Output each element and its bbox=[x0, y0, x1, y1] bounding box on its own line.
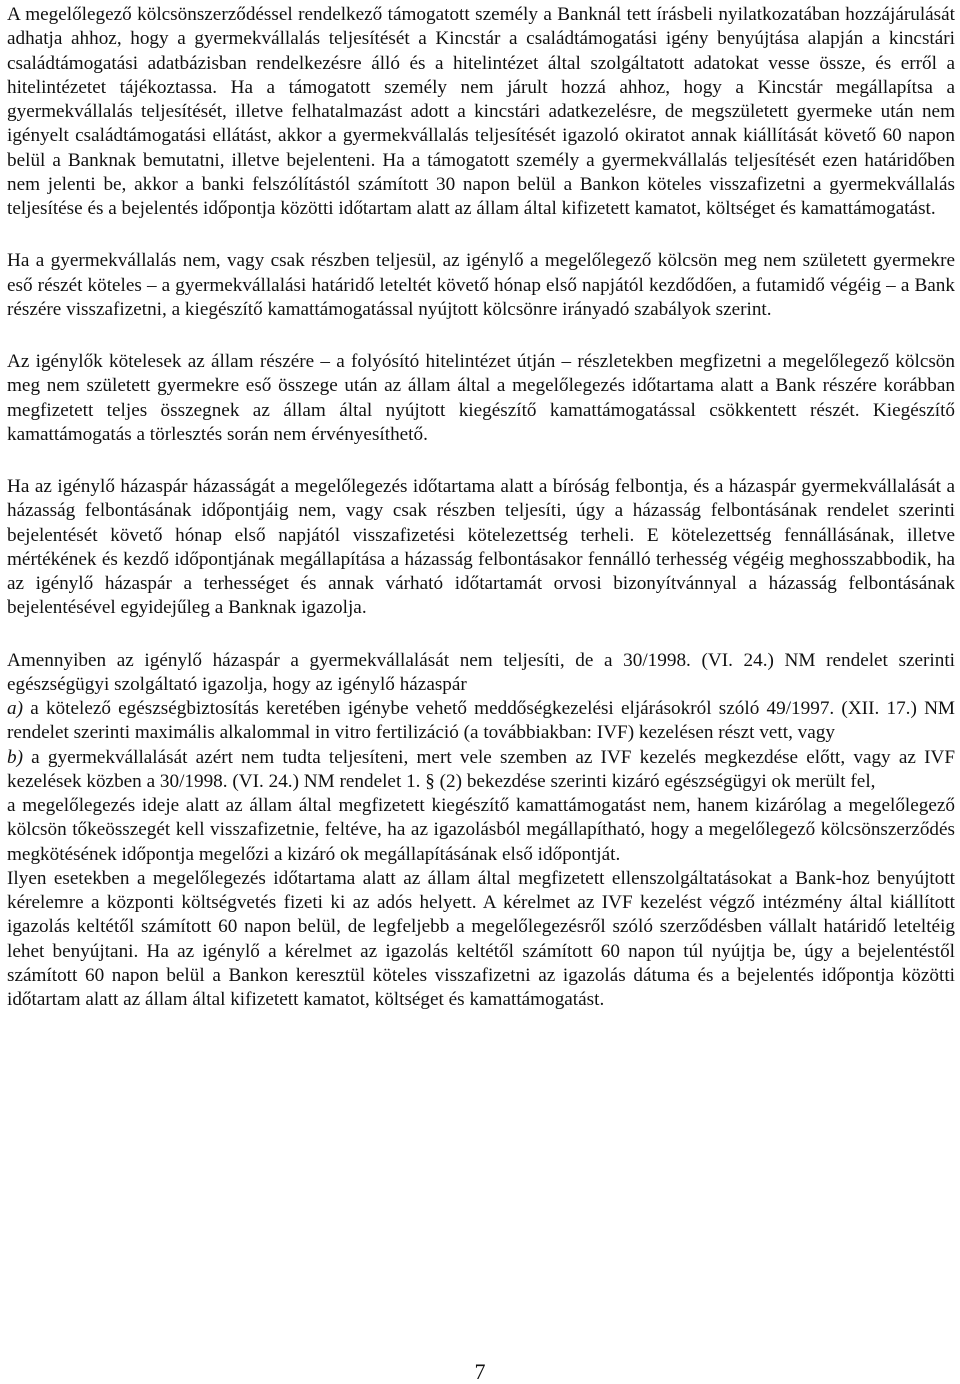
ivf-outro-text: a megelőlegezés ideje alatt az állam által megfizetett kiegészítő kamattámogatást nem, hanem kizárólag a megelőlegező kölcsön tőkeösszegét kell visszafizetnie, feltéve, ha az igazolásból megállapítható, hogy a megelőlegező kölcsönszerződés megkötésének időpontja megelőzi a kizáró ok megállapításának első időpontját. bbox=[7, 795, 955, 865]
paragraph-gap bbox=[7, 621, 955, 649]
document-page bbox=[7, 0, 955, 1012]
paragraph-repayment-obligation: Az igénylők kötelesek az állam részére – a folyósító hitelintézet útján – részletekben megfizetni a megelőlegező kölcsön meg nem született gyermekre eső összege után az állam által a megelőlegezés időtartama alatt a Bank részére korábban megfizetett teljes összegnek az állam által nyújtott kiegészítő kamattámogatással csökkentett részét. Kiegészítő kamattámogatás a törlesztés során nem érvényesíthető. bbox=[7, 351, 955, 445]
paragraph-divorce: Ha az igénylő házaspár házasságát a megelőlegezés időtartama alatt a bíróság felbontja, és a házaspár gyermekvállalását a házasság felbontásának időpontjáig nem, vagy csak részben teljesíti, úgy a házasság felbontásának rendelet szerinti bejelentését követő hónap első napjától visszafizetési kötelezettség terheli. E kötelezettség fennállásának, illetve mértékének és kezdő időpontjának megállapítása a házasság felbontásakor fennálló terhesség végéig meghosszabbodik, ha az igénylő házaspár a terhességet és annak várható időtartamát orvosi bizonyítvánnyal a házasság felbontásának bejelentésével egyidejűleg a Banknak igazolja. bbox=[7, 476, 955, 619]
list-item-b-text: a gyermekvállalását azért nem tudta teljesíteni, mert vele szemben az IVF kezelés megkezdése előtt, vagy az IVF kezelések közben a 30/1998. (VI. 24.) NM rendelet 1. § (2) bekezdése szerinti kizáró egészségügyi ok merült fel, bbox=[7, 746, 955, 792]
paragraph-gap bbox=[7, 322, 955, 350]
list-item-a-text: a kötelező egészségbiztosítás keretében igénybe vehető meddőségkezelési eljárásokról szóló 49/1997. (XII. 17.) NM rendelet szerinti maximális alkalommal in vitro fertilizáció (a továbbiakban: IVF) kezelésen részt vett, vagy bbox=[7, 698, 955, 744]
ivf-intro-text: Amennyiben az igénylő házaspár a gyermekvállalását nem teljesíti, de a 30/1998. (VI. 24.) NM rendelet szerinti egészségügyi szolgáltató igazolja, hogy az igénylő házaspár bbox=[7, 649, 955, 695]
paragraph-gap bbox=[7, 221, 955, 249]
paragraph-ivf-exception bbox=[7, 649, 955, 1013]
paragraph-partial-fulfillment: Ha a gyermekvállalás nem, vagy csak részben teljesül, az igénylő a megelőlegező kölcsön meg nem született gyermekre eső részét köteles – a gyermekvállalási határidő leteltét követő hónap első napjától kezdődően, a futamidő végéig – a Bank részére visszafizetni, a kiegészítő kamattámogatással nyújtott kölcsönre irányadó szabályok szerint. bbox=[7, 250, 955, 320]
paragraph-ivf-claims: Ilyen esetekben a megelőlegezés időtartama alatt az állam által megfizetett ellenszolgáltatásokat a Bank-hoz benyújtott kérelemre a központi költségvetés fizeti ki az adós helyett. A kérelmet az IVF kezelést végző intézmény által kiállított igazolás keltétől számított 60 napon belül, de legfeljebb a megelőlegezésről szóló szerződésben vállalt határidő leteltéig lehet benyújtani. Ha az igénylő a kérelmet az igazolás keltétől számított 60 napon túl nyújtja be, úgy a bejelentéstől számított 60 napon belül a Bankon keresztül köteles visszafizetni az igazolás dátuma és a bejelentés időpontja közötti időtartam alatt az állam által kifizetett kamatot, költséget és kamattámogatást. bbox=[7, 867, 955, 1010]
list-marker-a: a) bbox=[7, 698, 23, 719]
list-item-b bbox=[7, 746, 955, 795]
list-item-a bbox=[7, 697, 955, 746]
paragraph-gap bbox=[7, 447, 955, 475]
list-marker-b: b) bbox=[7, 746, 23, 768]
paragraph-consent: A megelőlegező kölcsönszerződéssel rendelkező támogatott személy a Banknál tett írásbeli nyilatkozatában hozzájárulását adhatja ahhoz, hogy a gyermekvállalás teljesítését a Kincstár a családtámogatási igény benyújtása alapján a kincstári családtámogatási adatbázisban rendelkezésre álló és a hitelintézet által szolgáltatott adatokat vesse össze, és erről a hitelintézetet tájékoztassa. Ha a támogatott személy nem járult hozzá ahhoz, hogy a Kincstár megállapítsa a gyermekvállalás teljesítését, illetve felhatalmazást adott a kincstári adatkezelésre, de megszületett gyermeke után nem igényelt családtámogatási ellátást, akkor a gyermekvállalás teljesítését igazoló okiratot annak kiállítását követő 60 napon belül a Banknak bemutatni, illetve bejelenteni. Ha a támogatott személy a gyermekvállalás teljesítését ezen határidőben nem jelenti be, akkor a banki felszólítástól számított 30 napon belül a Bankon köteles visszafizetni a gyermekvállalás teljesítése és a bejelentés időpontja közötti időtartam alatt az állam által kifizetett kamatot, költséget és kamattámogatást. bbox=[7, 4, 955, 219]
page-number: 7 bbox=[474, 1359, 486, 1384]
